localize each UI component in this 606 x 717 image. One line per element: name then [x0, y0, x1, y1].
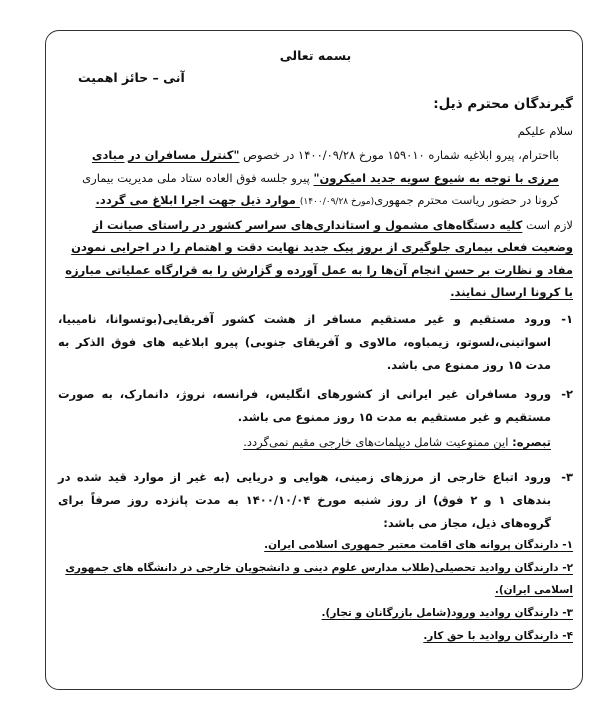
basmala-heading: بسمه تعالی: [279, 48, 352, 63]
item-text: ورود مسافران غیر ایرانی از کشورهای انگلیس، فرانسه، نروژ، دانمارک، به صورت مستقیم و غیر مستقیم به مدت ۱۵ روز ممنوع می باشد.: [58, 387, 551, 424]
intro-body: [58, 144, 573, 304]
exempt-group-item: ۲- دارندگان روادید تحصیلی(طلاب مدارس علوم دینی و دانشجویان خارجی در دانشگاه های جمهوری اسلامی ایران).: [65, 562, 573, 596]
exempt-group-item: ۱- دارندگان پروانه های اقامت معتبر جمهوری اسلامی ایران.: [264, 539, 573, 551]
item-number: ۱-: [561, 312, 573, 326]
note-label: تبصره:: [512, 435, 551, 449]
item-text: ورود مستقیم و غیر مستقیم مسافر از هشت کشور آفریقایی(بوتسوانا، نامیبیا، اسواتینی،لسوتو، زیمباوه، مالاوی و آفریقای جنوبی) پیرو ابلاغیه های فوق الذکر به مدت ۱۵ روز ممنوع می باشد.: [58, 312, 551, 372]
recipients-heading: گیرندگان محترم ذیل:: [433, 96, 573, 112]
item-number: ۳-: [561, 470, 573, 484]
exempt-groups: [58, 534, 573, 648]
item-text: ورود اتباع خارجی از مرزهای زمینی، هوایی و دریایی (به غیر از موارد قید شده در بندهای ۱ و ۲ فوق) از روز شنبه مورخ ۱۴۰۰/۱۰/۰۴ به مدت پانزده روز صرفاً برای گروه‌های ذیل، مجاز می باشد:: [58, 470, 552, 530]
note: [58, 431, 573, 454]
intro-text-cont: پیرو جلسه فوق العاده ستاد ملی مدیریت بیماری کرونا در حضور ریاست محترم جمهوری: [82, 170, 559, 207]
intro-text: بااحترام، پیرو ابلاغیه شماره ۱۵۹۰۱۰ مورخ ۱۴۰۰/۰۹/۲۸ در خصوص: [239, 148, 559, 162]
directive-item: [58, 383, 573, 429]
intro-paragraph-1: [58, 144, 573, 214]
directive-items: [58, 308, 573, 541]
exempt-group-item: ۴- دارندگان روادید با حق کار.: [423, 630, 573, 642]
directive-notice: موارد ذیل جهت اجرا ابلاغ می گردد.: [95, 193, 300, 207]
meeting-date: (مورخ ۱۴۰۰/۰۹/۲۸): [299, 197, 375, 207]
requirement-lead: لازم است: [522, 217, 573, 232]
item-number: ۲-: [561, 387, 573, 401]
exempt-group-item: ۳- دارندگان روادید ورود(شامل بازرگانان و تجار).: [321, 607, 573, 619]
directive-title-cont: مبادی مرزی با توجه به شیوع سویه جدید امیکرون": [91, 148, 559, 185]
note-text: این ممنوعیت شامل دیپلمات‌های خارجی مقیم نمی‌گردد.: [243, 435, 513, 449]
directive-item: [58, 466, 573, 535]
greeting: سلام علیکم: [517, 124, 573, 138]
intro-paragraph-2: [58, 214, 573, 304]
priority-label: آنی – حائز اهمیت: [78, 70, 185, 85]
directive-title: "کنترل مسافران در: [128, 148, 240, 162]
directive-item: [58, 308, 573, 377]
requirement-text: کلیه دستگاه‌های مشمول و استانداری‌های سراسر کشور در راستای صیانت از وضعیت فعلی بیماری جلوگیری از بروز پیک جدید نهایت دقت و اهتمام را در اجرایی نمودن مفاد و نظارت بر حسن انجام آن‌ها را به عمل آورده و گزارش را به قرارگاه عملیاتی مبارزه با کرونا ارسال نمایند.: [65, 217, 573, 299]
